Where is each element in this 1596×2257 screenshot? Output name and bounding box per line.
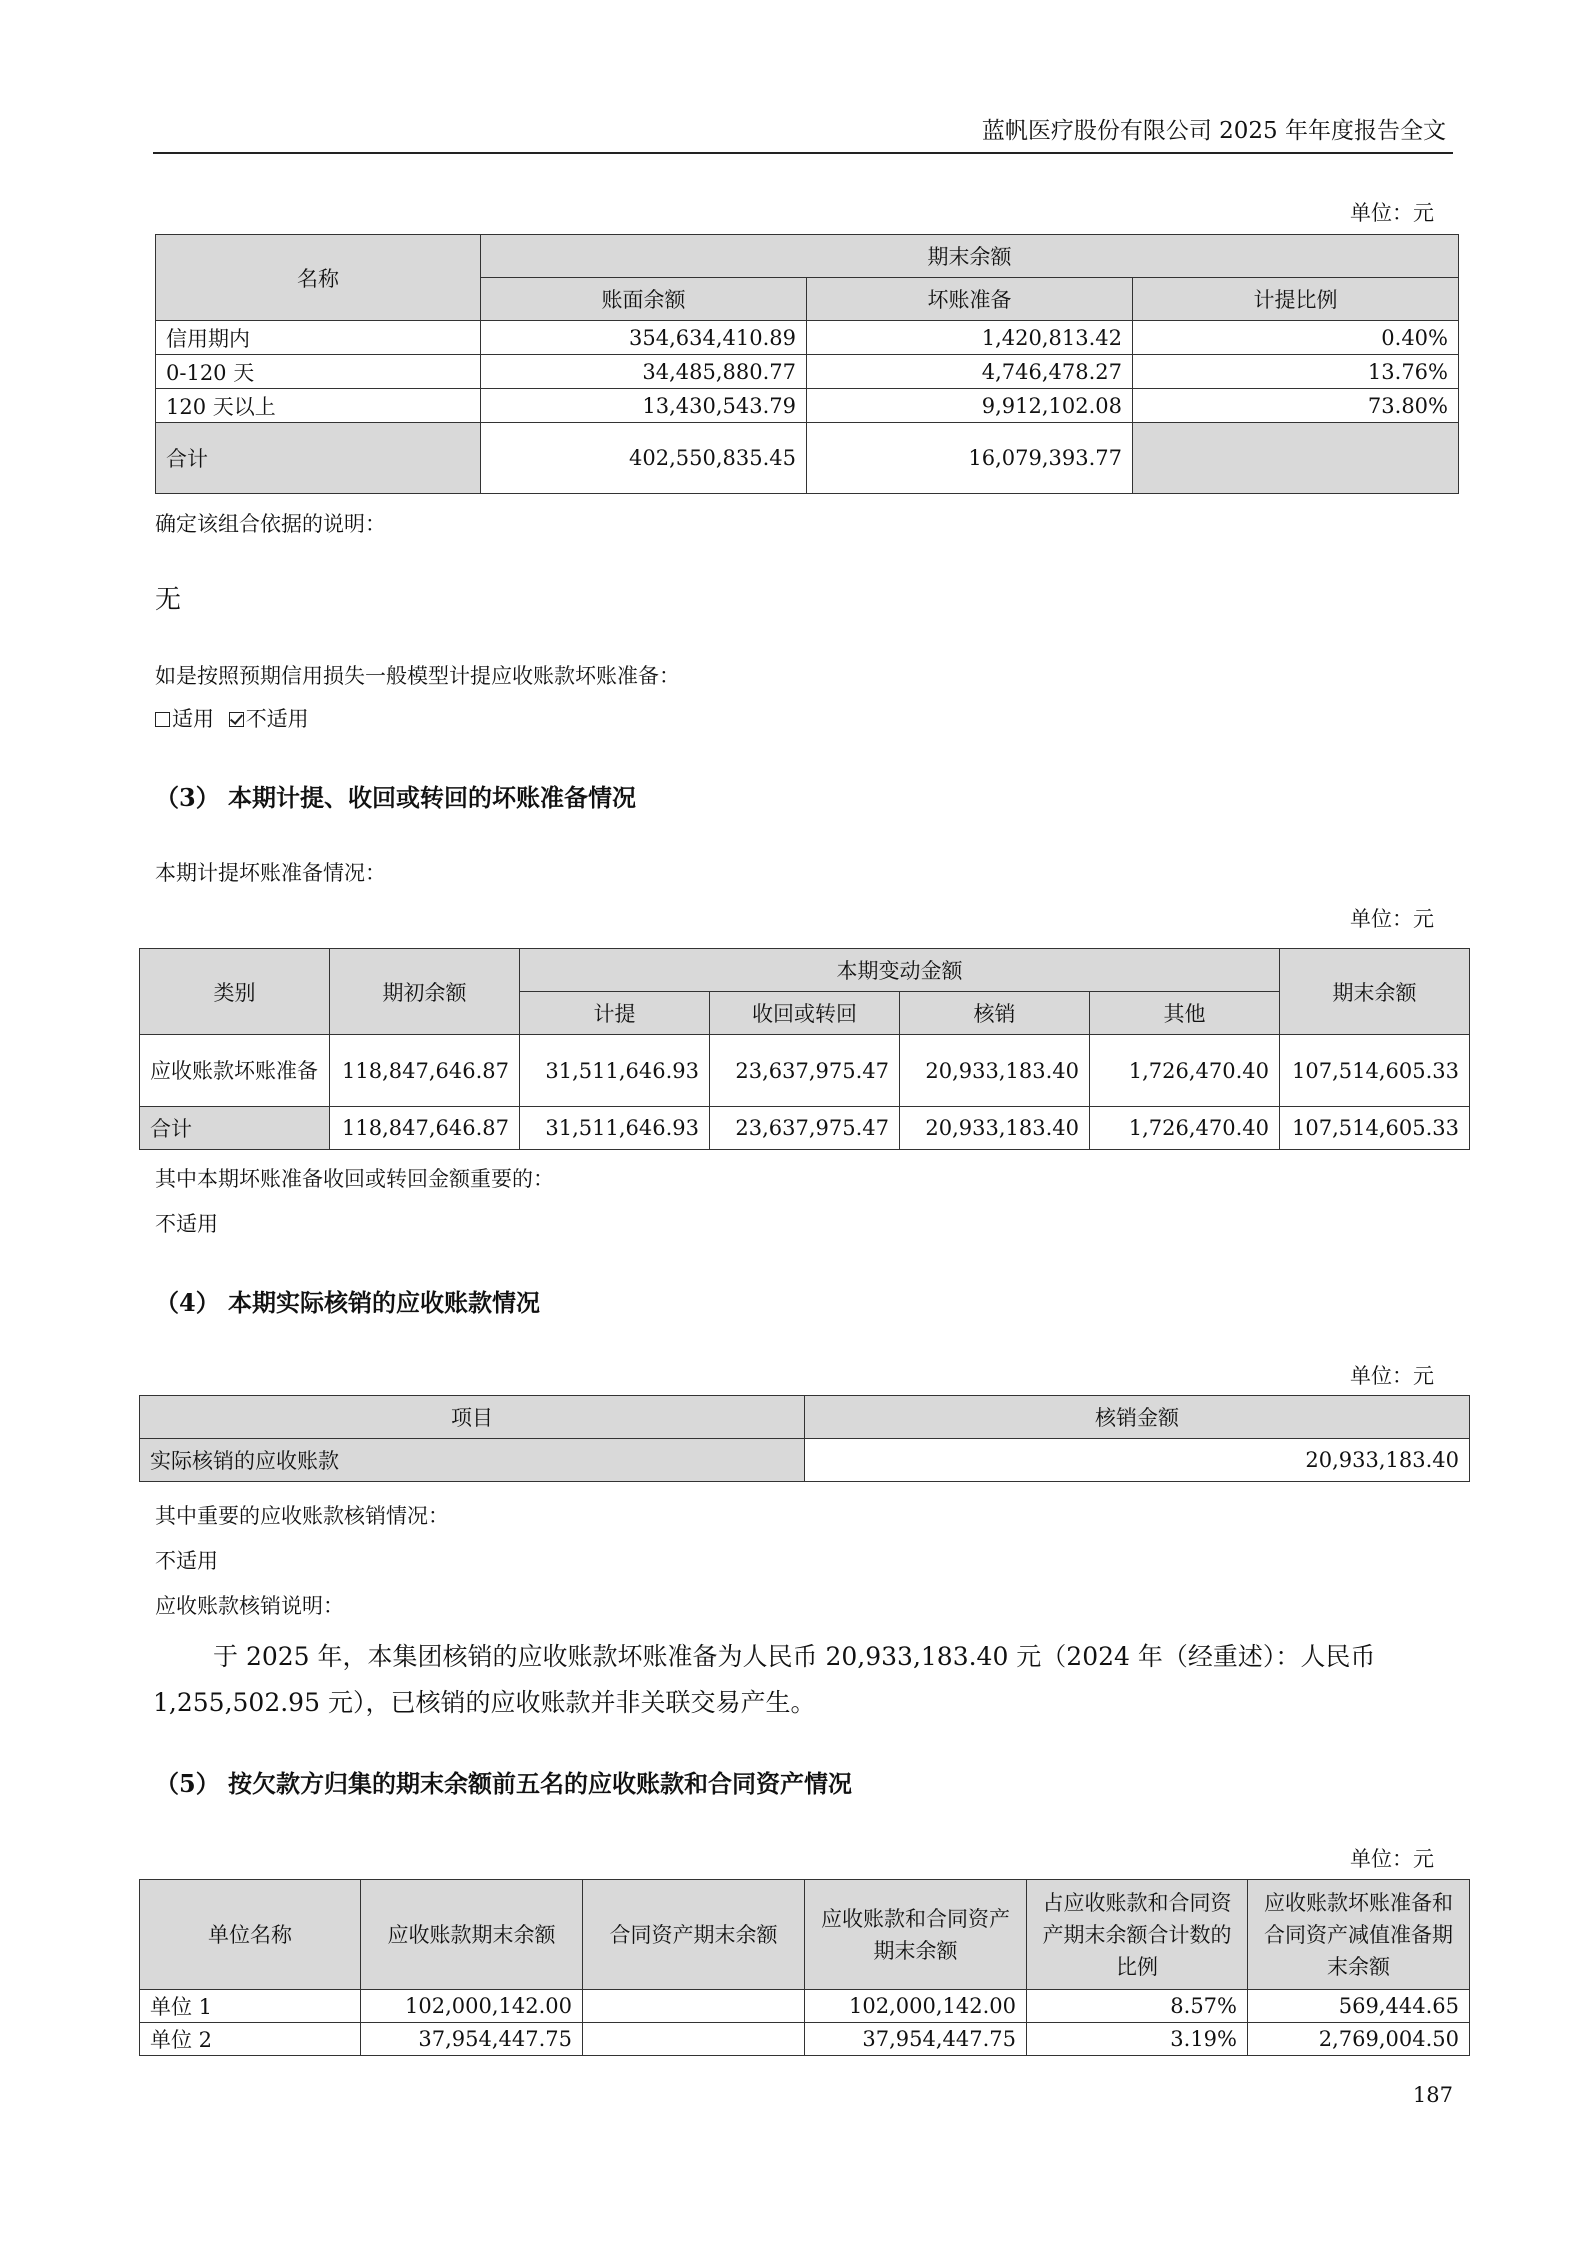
col-header-opening: 期初余额 [330,949,520,1035]
top-five-table [139,1879,1470,2056]
col-header: 单位名称 [140,1880,361,1990]
cell: 2,769,004.50 [1248,2023,1470,2056]
cell: 118,847,646.87 [330,1107,520,1150]
header-rule [153,152,1453,154]
cell: 37,954,447.75 [361,2023,583,2056]
col-header: 合同资产期末余额 [583,1880,805,1990]
cell: 107,514,605.33 [1280,1107,1470,1150]
row-label: 实际核销的应收账款 [140,1439,805,1482]
write-off-explanation: 于 2025 年，本集团核销的应收账款坏账准备为人民币 20,933,183.40 元（2024 年（经重述）：人民币 1,255,502.95 元），已核销的应收账款并非关联交易产生。 [153,1642,1376,1717]
col-header-name: 名称 [156,235,481,321]
unit-label: 单位：元 [1350,201,1434,225]
section-3-note-2: 不适用 [155,1212,218,1236]
cell: 9,912,102.08 [807,389,1133,423]
section-3-title: （3） 本期计提、收回或转回的坏账准备情况 [155,783,637,812]
aging-table [155,234,1459,494]
cell: 4,746,478.27 [807,355,1133,389]
cell: 354,634,410.89 [481,321,807,355]
cell: 102,000,142.00 [805,1990,1027,2023]
cell: 102,000,142.00 [361,1990,583,2023]
cell: 23,637,975.47 [710,1107,900,1150]
row-label: 应收账款坏账准备 [140,1035,330,1107]
cell: 3.19% [1027,2023,1248,2056]
col-header: 其他 [1090,992,1280,1035]
write-off-table [139,1395,1470,1482]
section-3-intro: 本期计提坏账准备情况： [155,861,386,885]
section-5-title: （5） 按欠款方归集的期末余额前五名的应收账款和合同资产情况 [155,1769,853,1798]
row-label: 0-120 天 [156,355,481,389]
cell: 8.57% [1027,1990,1248,2023]
cell [583,1990,805,2023]
col-header: 坏账准备 [807,278,1133,321]
col-header: 核销 [900,992,1090,1035]
cell: 16,079,393.77 [807,423,1133,494]
cell: 73.80% [1133,389,1459,423]
section-4-note-1: 其中重要的应收账款核销情况： [155,1504,449,1528]
table-row [140,1035,1470,1107]
table-row [140,1439,1470,1482]
bad-debt-change-table [139,948,1470,1150]
col-header: 应收账款坏账准备和合同资产减值准备期末余额 [1248,1880,1470,1990]
table-row [156,389,1459,423]
cell: 37,954,447.75 [805,2023,1027,2056]
cell: 402,550,835.45 [481,423,807,494]
cell: 20,933,183.40 [900,1035,1090,1107]
cell: 118,847,646.87 [330,1035,520,1107]
page-number: 187 [1412,2083,1453,2107]
col-header-amount: 核销金额 [805,1396,1470,1439]
cell: 13,430,543.79 [481,389,807,423]
row-label: 信用期内 [156,321,481,355]
unit-label: 单位：元 [1350,1847,1434,1871]
col-header-type: 类别 [140,949,330,1035]
cell: 20,933,183.40 [805,1439,1470,1482]
row-label: 单位 2 [140,2023,361,2056]
col-header: 占应收账款和合同资产期末余额合计数的比例 [1027,1880,1248,1990]
table-row [156,321,1459,355]
unit-label: 单位：元 [1350,907,1434,931]
cell: 1,726,470.40 [1090,1035,1280,1107]
basis-label: 确定该组合依据的说明： [155,512,386,536]
cell [1133,423,1459,494]
section-4-note-3: 应收账款核销说明： [155,1594,344,1618]
row-label: 120 天以上 [156,389,481,423]
basis-value: 无 [155,585,182,615]
row-label: 单位 1 [140,1990,361,2023]
report-header-title: 蓝帆医疗股份有限公司 2025 年年度报告全文 [981,118,1446,144]
table-row [140,2023,1470,2056]
total-row [140,1107,1470,1150]
table-row [156,355,1459,389]
col-header: 应收账款期末余额 [361,1880,583,1990]
col-header: 账面余额 [481,278,807,321]
cell: 31,511,646.93 [520,1035,710,1107]
applicable-label: 适用 [172,707,214,731]
section-4-note-2: 不适用 [155,1549,218,1573]
col-header-change: 本期变动金额 [520,949,1280,992]
not-applicable-label: 不适用 [245,707,309,731]
cell: 1,726,470.40 [1090,1107,1280,1150]
cell: 23,637,975.47 [710,1035,900,1107]
cell: 34,485,880.77 [481,355,807,389]
cell: 13.76% [1133,355,1459,389]
cell: 20,933,183.40 [900,1107,1090,1150]
cell: 31,511,646.93 [520,1107,710,1150]
row-label: 合计 [156,423,481,494]
cell: 569,444.65 [1248,1990,1470,2023]
col-header: 计提比例 [1133,278,1459,321]
unit-label: 单位：元 [1350,1364,1434,1388]
applicability-options [155,703,309,733]
applicable-checkbox[interactable] [155,712,170,727]
model-question: 如是按照预期信用损失一般模型计提应收账款坏账准备： [155,664,680,688]
col-header: 应收账款和合同资产期末余额 [805,1880,1027,1990]
col-header-item: 项目 [140,1396,805,1439]
cell [583,2023,805,2056]
col-header: 计提 [520,992,710,1035]
cell: 0.40% [1133,321,1459,355]
section-4-title: （4） 本期实际核销的应收账款情况 [155,1288,541,1317]
row-label: 合计 [140,1107,330,1150]
total-row [156,423,1459,494]
table-row [140,1990,1470,2023]
cell: 1,420,813.42 [807,321,1133,355]
col-header: 收回或转回 [710,992,900,1035]
col-header-closing: 期末余额 [1280,949,1470,1035]
section-3-note-1: 其中本期坏账准备收回或转回金额重要的： [155,1167,554,1191]
not-applicable-checkbox[interactable] [229,712,244,727]
col-header-period-end: 期末余额 [481,235,1459,278]
cell: 107,514,605.33 [1280,1035,1470,1107]
